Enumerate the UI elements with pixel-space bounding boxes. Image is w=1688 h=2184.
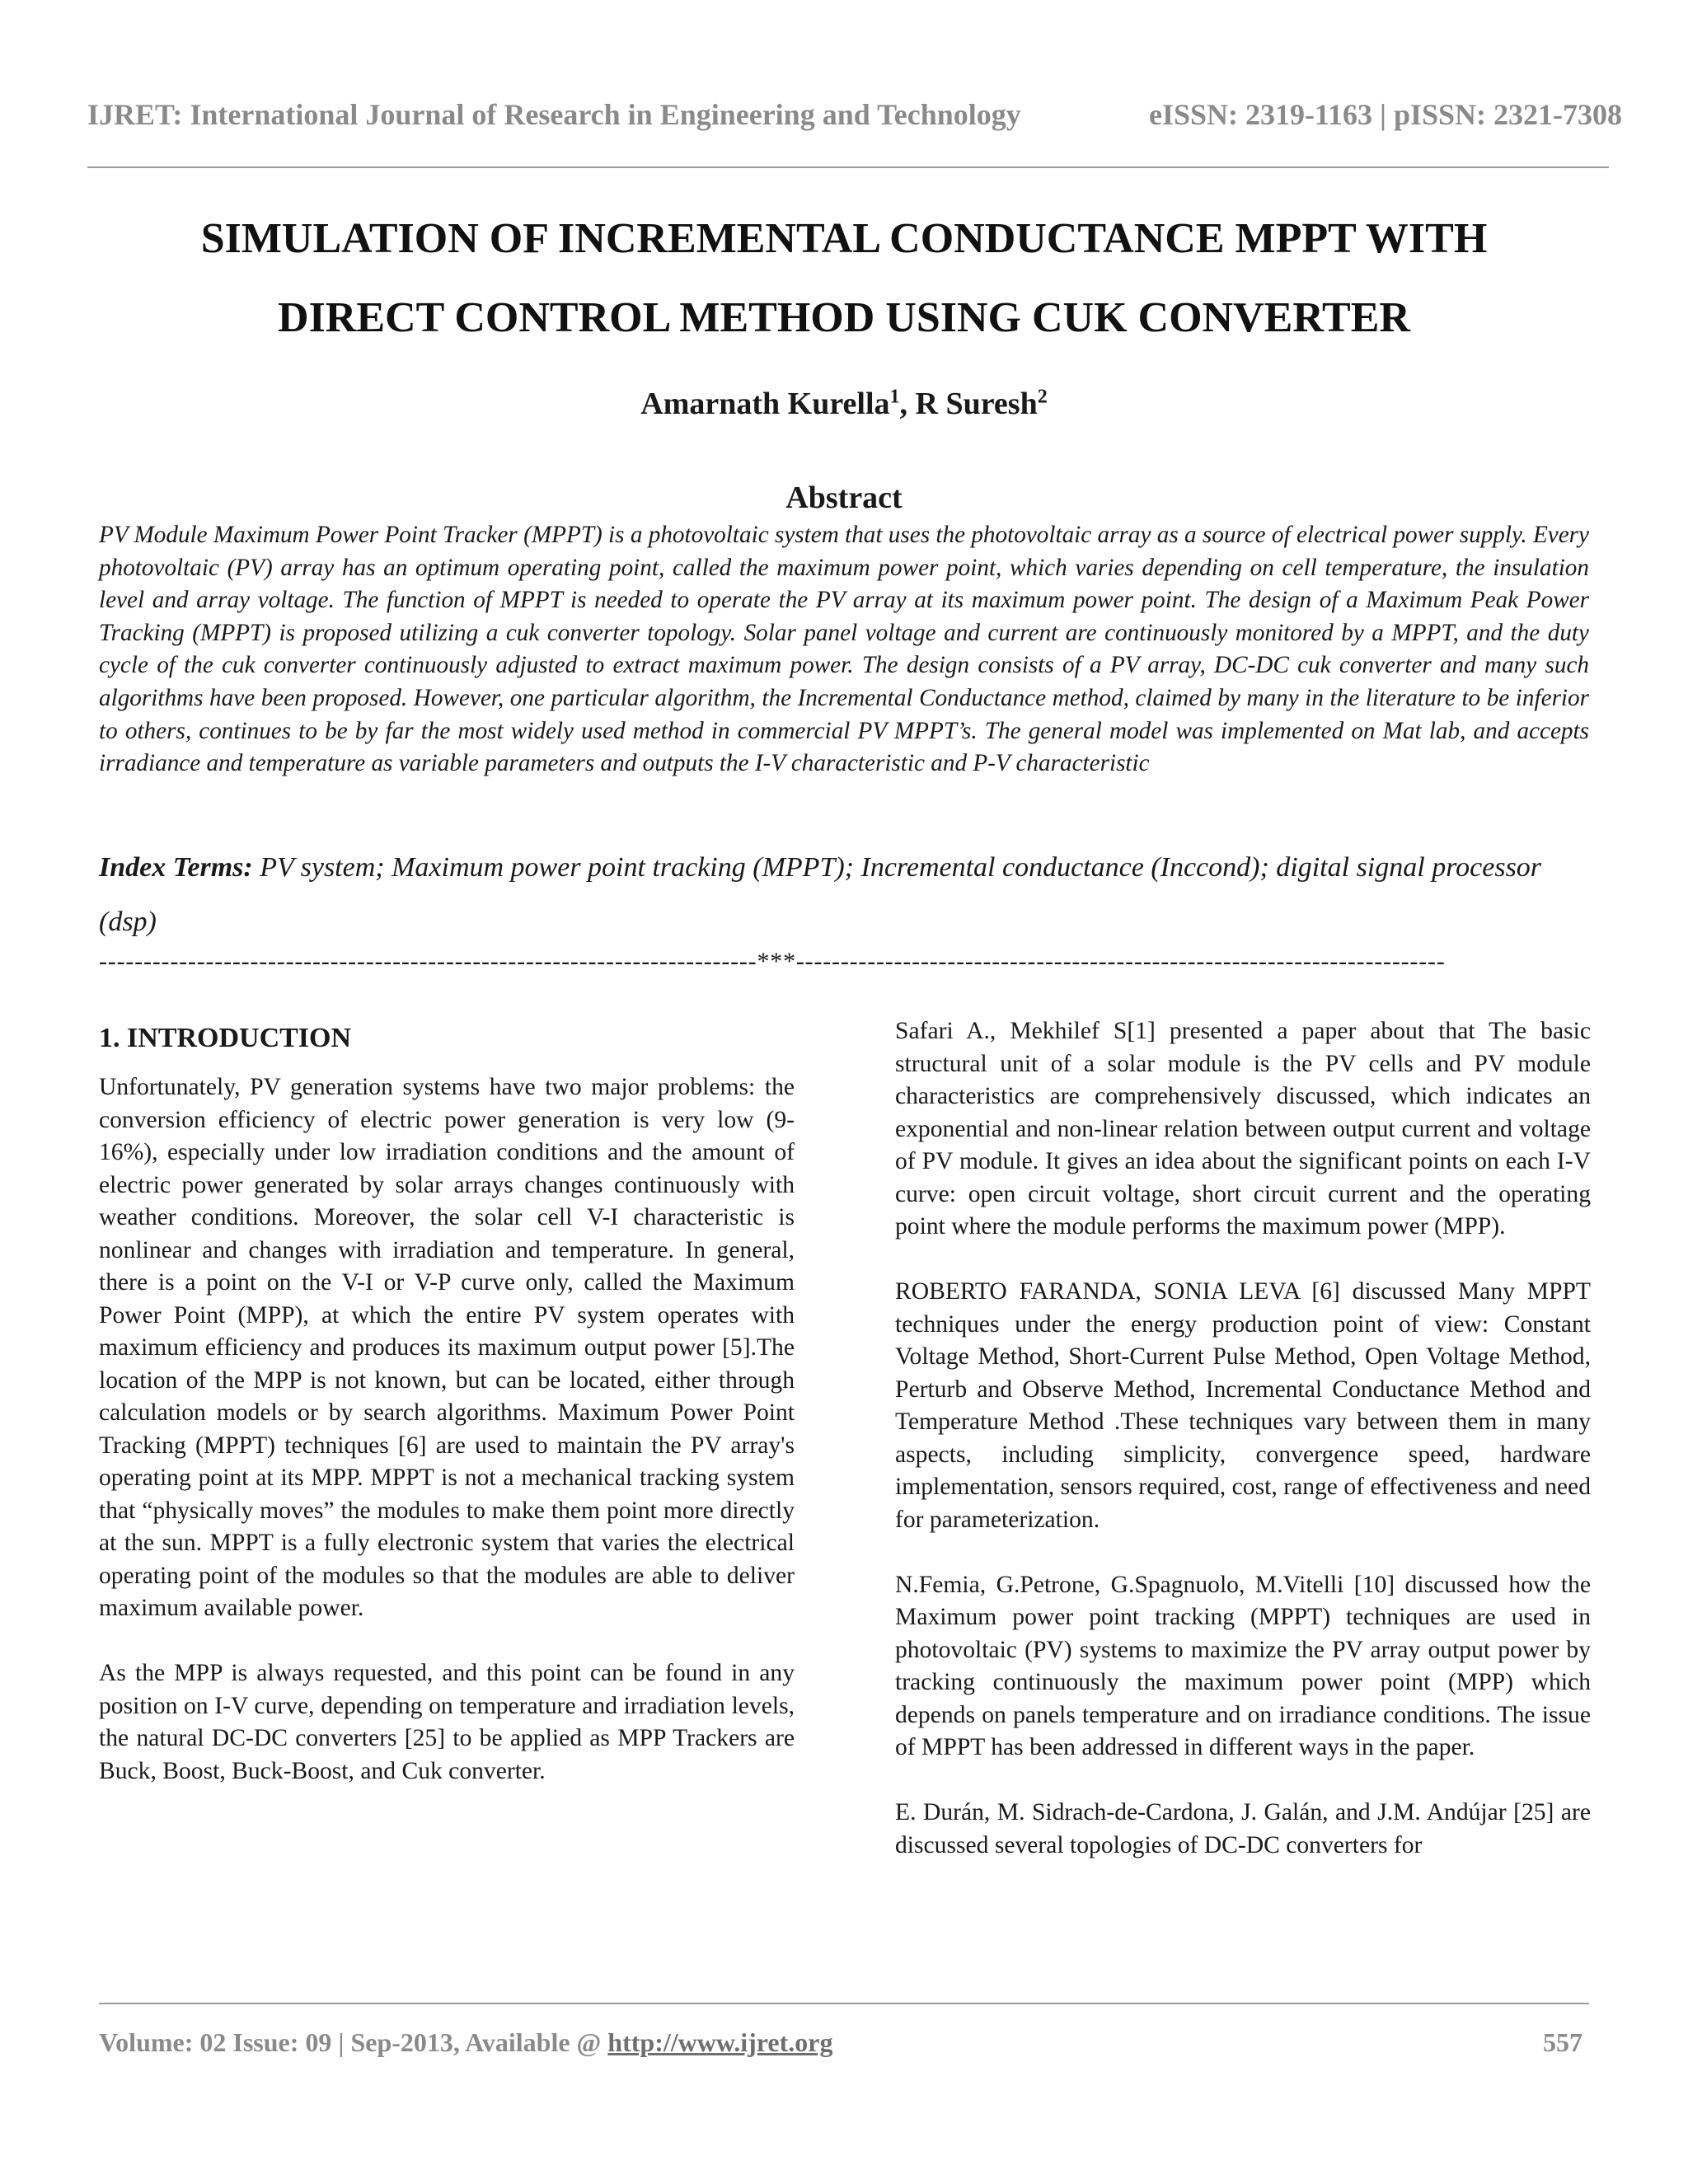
left-column: [99, 1020, 795, 1821]
index-terms-label: Index Terms:: [99, 852, 253, 883]
section-heading-introduction: 1. INTRODUCTION: [99, 1023, 352, 1053]
paragraph: Safari A., Mekhilef S[1] presented a paper about that The basic structural unit of a solar module is the PV cells and PV module characteristics are comprehensively discussed, which indicates an exponential and non-linear relation between output current and voltage of PV module. It gives an idea about the significant points on each I-V curve: open circuit voltage, short circuit current and the operating point where the module performs the maximum power (MPP).: [895, 1018, 1591, 1240]
section-separator: --------------------------------------------------------------------------***-------------------------------------------------------------------------: [99, 948, 1446, 975]
paper-title: [82, 199, 1606, 358]
title-line-1: SIMULATION OF INCREMENTAL CONDUCTANCE MPPT WITH: [200, 215, 1488, 262]
paragraph: ROBERTO FARANDA, SONIA LEVA [6] discussed Many MPPT techniques under the energy production point of view: Constant Voltage Method, Short-Current Pulse Method, Open Voltage Method, Perturb and Observe Method, Incremental Conductance Method and Temperature Method .These techniques vary between them in many aspects, including simplicity, convergence speed, hardware implementation, sensors required, cost, range of effectiveness and need for parameterization.: [895, 1278, 1591, 1533]
abstract-text: PV Module Maximum Power Point Tracker (MPPT) is a photovoltaic system that uses the photovoltaic array as a source of electrical power supply. Every photovoltaic (PV) array has an optimum operating point, called the maximum power point, which varies depending on cell temperature, the insulation level and array voltage. The function of MPPT is needed to operate the PV array at its maximum power point. The design of a Maximum Peak Power Tracking (MPPT) is proposed utilizing a cuk converter topology. Solar panel voltage and current are continuously monitored by a MPPT, and the duty cycle of the cuk converter continuously adjusted to extract maximum power. The design consists of a PV array, DC-DC cuk converter and many such algorithms have been proposed. However, one particular algorithm, the Incremental Conductance method, claimed by many in the literature to be inferior to others, continues to be by far the most widely used method in commercial PV MPPT’s. The general model was implemented on Mat lab, and accepts irradiance and temperature as variable parameters and outputs the I-V characteristic and P-V characteristic: [99, 522, 1589, 777]
volume-info: Volume: 02 Issue: 09 | Sep-2013, Available @: [99, 2027, 608, 2057]
author-1: Amarnath Kurella: [640, 387, 890, 421]
author-2-affiliation: 2: [1037, 386, 1048, 408]
journal-header: [87, 97, 1622, 132]
author-2: R Suresh: [915, 387, 1038, 421]
authors: [0, 386, 1688, 422]
page-number: 557: [1543, 2027, 1582, 2057]
index-terms: [99, 841, 1589, 949]
paragraph: Unfortunately, PV generation systems have two major problems: the conversion efficiency of electric power generation is very low (9-16%), especially under low irradiation conditions and the amount of electric power generated by solar arrays changes continuously with weather conditions. Moreover, the solar cell V-I characteristic is nonlinear and changes with irradiation and temperature. In general, there is a point on the V-I or V-P curve only, called the Maximum Power Point (MPP), at which the entire PV system operates with maximum efficiency and produces its maximum output power [5].The location of the MPP is not known, but can be located, either through calculation models or by search algorithms. Maximum Power Point Tracking (MPPT) techniques [6] are used to maintain the PV array's operating point at its MPP. MPPT is not a mechanical tracking system that “physically moves” the modules to make them point more directly at the sun. MPPT is a fully electronic system that varies the electrical operating point of the modules so that the modules are able to deliver maximum available power.: [99, 1074, 795, 1621]
author-1-affiliation: 1: [889, 386, 900, 408]
title-line-2: DIRECT CONTROL METHOD USING CUK CONVERTER: [278, 294, 1410, 341]
index-terms-text: PV system; Maximum power point tracking (MPPT); Incremental conductance (Inccond); digital signal processor (dsp): [99, 852, 1542, 937]
paragraph: As the MPP is always requested, and this point can be found in any position on I-V curve, depending on temperature and irradiation levels, the natural DC-DC converters [25] to be applied as MPP Trackers are Buck, Boost, Buck-Boost, and Cuk converter.: [99, 1660, 795, 1784]
page-footer: [99, 2027, 1582, 2058]
issn-info: eISSN: 2319-1163 | pISSN: 2321-7308: [1149, 98, 1622, 131]
paragraph: E. Durán, M. Sidrach-de-Cardona, J. Galán, and J.M. Andújar [25] are discussed several topologies of DC-DC converters for: [895, 1799, 1591, 1858]
paragraph: N.Femia, G.Petrone, G.Spagnuolo, M.Vitelli [10] discussed how the Maximum power point tracking (MPPT) techniques are used in photovoltaic (PV) systems to maximize the PV array output power by tracking continuously the maximum power point (MPP) which depends on panels temperature and on irradiance conditions. The issue of MPPT has been addressed in different ways in the paper.: [895, 1571, 1591, 1760]
author-separator: ,: [899, 387, 916, 421]
header-rule: [87, 166, 1609, 168]
abstract-heading: Abstract: [785, 480, 903, 515]
right-column: [895, 1015, 1591, 1895]
footer-rule: [99, 2003, 1589, 2004]
journal-url-link[interactable]: http://www.ijret.org: [607, 2027, 833, 2057]
journal-name: IJRET: International Journal of Research in Engineering and Technology: [87, 98, 1021, 131]
